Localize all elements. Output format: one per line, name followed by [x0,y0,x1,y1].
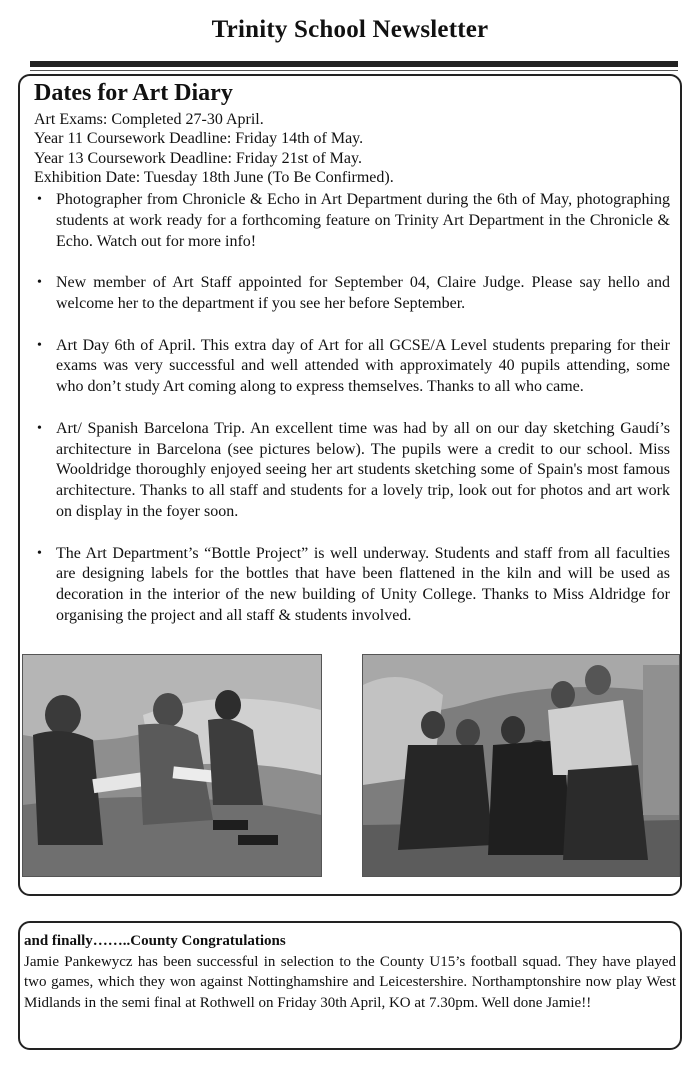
county-congratulations-heading: and finally……..County Congratulations [24,933,286,949]
news-bullet-list [34,190,670,648]
header-rule-thick [30,61,678,67]
art-dates-list [34,110,664,187]
bullet-icon: • [37,337,42,353]
news-bullet [34,273,670,315]
news-bullet-text: The Art Department’s “Bottle Project” is well underway. Students and staff from all faculties are designing labels for the bottles that have been flattened in the kiln and will be used as decoration in the interior of the new building of Unity College. Thanks to Miss Aldridge for organising the project and all staff & students involved. [56,544,670,624]
bullet-icon: • [37,275,42,291]
bullet-icon: • [37,545,42,561]
news-bullet [34,419,670,523]
county-congratulations-text [24,931,676,1013]
news-bullet-text: Art/ Spanish Barcelona Trip. An excellent time was had by all on our day sketching Gaudí’s architecture in Barcelona (see pictures below). The pupils were a credit to our school. Miss Wooldridge thoroughly enjoyed seeing her art students sketching some of Spain's most famous architecture. Thanks to all staff and students for a lovely trip, look out for photos and art work on display in the foyer soon. [56,419,670,520]
art-diary-box [18,74,682,896]
bullet-icon: • [37,192,42,207]
art-diary-title: Dates for Art Diary [34,80,233,106]
bullet-icon: • [37,420,42,436]
news-bullet-text: Art Day 6th of April. This extra day of Art for all GCSE/A Level students preparing for their exams was very successful and well attended with approximately 40 pupils attending, some who don’t study Art coming along to express themselves. Thanks to all who came. [56,336,670,396]
date-line: Year 11 Coursework Deadline: Friday 14th of May. [34,130,364,148]
header-rule-thin [30,70,678,71]
newsletter-title: Trinity School Newsletter [211,16,489,43]
news-bullet-text: Photographer from Chronicle & Echo in Art Department during the 6th of May, photographing students at work ready for a forthcoming feature on Trinity Art Department in the Chronicle & Echo. Watch out for more info! [56,191,670,250]
county-congratulations-body: Jamie Pankewycz has been successful in selection to the County U15’s football squad. They have played two games, which they won against Nottinghamshire and Leicestershire. Northamptonshire now play West Midlands in the semi final at Rothwell on Friday 30th April, KO at 7.30pm. Well done Jamie!! [24,953,676,1011]
date-line: Art Exams: Completed 27-30 April. [34,111,264,128]
date-line: Exhibition Date: Tuesday 18th June (To Be Confirmed). [34,168,394,186]
photo-students-sketching [22,654,322,877]
county-congratulations-box [18,921,682,1050]
news-bullet [34,336,670,398]
news-bullet-text: New member of Art Staff appointed for September 04, Claire Judge. Please say hello and welcome her to the department if you see her before September. [56,274,670,312]
date-line: Year 13 Coursework Deadline: Friday 21st of May. [34,149,362,167]
photo-group-barcelona [362,654,680,877]
news-bullet [34,190,670,252]
news-bullet [34,544,670,627]
